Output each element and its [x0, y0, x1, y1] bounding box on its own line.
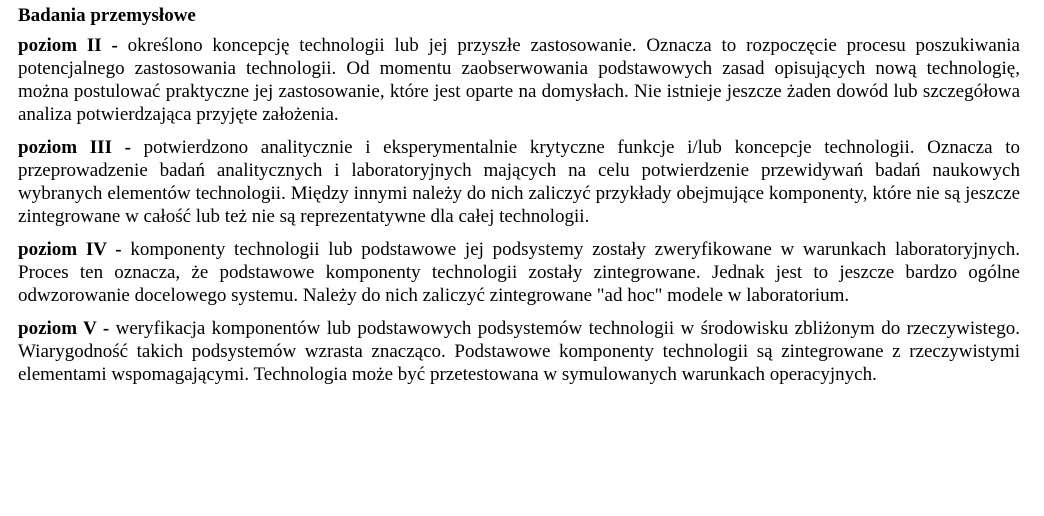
level-label: poziom V -	[18, 318, 110, 339]
level-label: poziom IV -	[18, 239, 122, 260]
paragraph-level-2	[18, 34, 1020, 126]
section-heading: Badania przemysłowe	[18, 5, 196, 26]
paragraph-text: określono koncepcję technologii lub jej przyszłe zastosowanie. Oznacza to rozpoczęcie procesu poszukiwania potencjalnego zastosowania technologii. Od momentu zaobserwowania podstawowych zasad opisujących nową technologię, można postulować praktyczne jej zastosowanie, które jest oparte na domysłach. Nie istnieje jeszcze żaden dowód lub szczegółowa analiza potwierdzająca przyjęte założenia.	[18, 35, 1020, 125]
level-label: poziom III -	[18, 137, 131, 158]
paragraph-level-4	[18, 238, 1020, 307]
paragraph-text: potwierdzono analitycznie i eksperymentalnie krytyczne funkcje i/lub koncepcje technologii. Oznacza to przeprowadzenie badań analitycznych i laboratoryjnych mających na celu potwierdzenie przewidywań badań naukowych wybranych elementów technologii. Między innymi należy do nich zaliczyć przykłady obejmujące komponenty, które nie są jeszcze zintegrowane w całość lub też nie są reprezentatywne dla całej technologii.	[18, 137, 1021, 227]
paragraph-level-5	[18, 317, 1020, 386]
paragraph-level-3	[18, 136, 1020, 228]
paragraph-text: komponenty technologii lub podstawowe jej podsystemy zostały zweryfikowane w warunkach laboratoryjnych. Proces ten oznacza, że podstawowe komponenty technologii zostały zintegrowane. Jednak jest to jeszcze bardzo ogólne odwzorowanie docelowego systemu. Należy do nich zaliczyć zintegrowane "ad hoc" modele w laboratorium.	[18, 239, 1020, 306]
level-label: poziom II -	[18, 35, 118, 56]
paragraph-text: weryfikacja komponentów lub podstawowych podsystemów technologii w środowisku zbliżonym do rzeczywistego. Wiarygodność takich podsystemów wzrasta znacząco. Podstawowe komponenty technologii są zintegrowane z rzeczywistymi elementami wspomagającymi. Technologia może być przetestowana w symulowanych warunkach operacyjnych.	[18, 318, 1020, 385]
